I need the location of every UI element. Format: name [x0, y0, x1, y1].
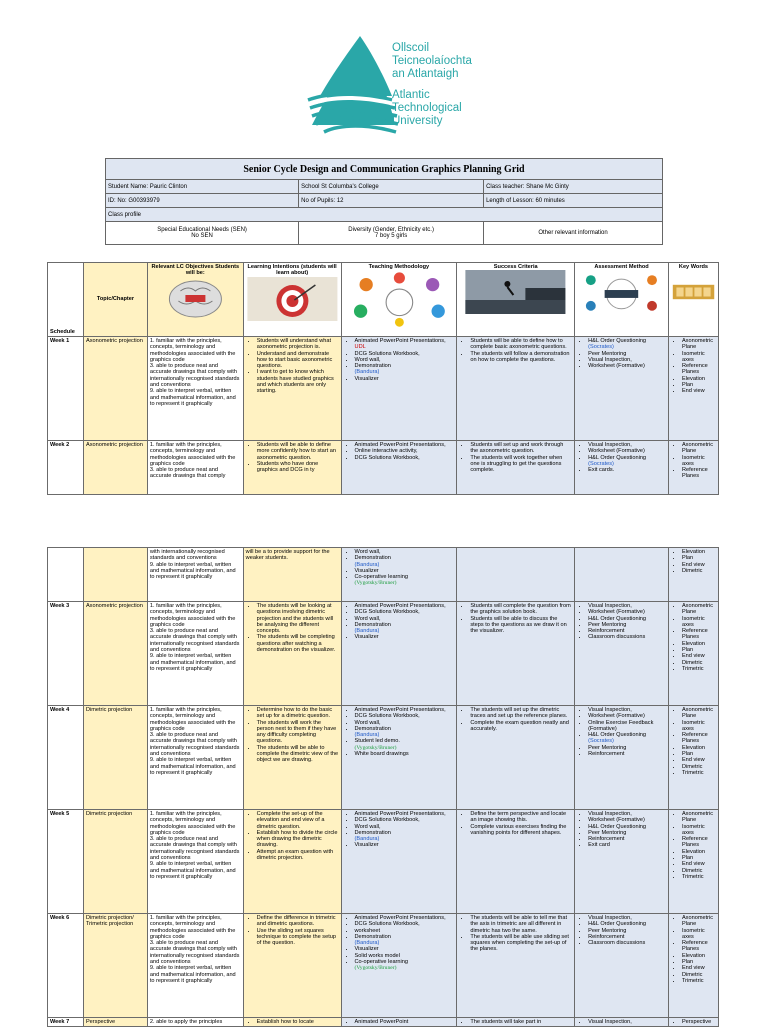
- success-cell: • The students will set up the dimetric traces and set up the reference planes. • Complete the exam question neatly and accurately.: [457, 706, 575, 810]
- class-teacher: Class teacher: Shane Mc Ginty: [484, 180, 663, 194]
- table-row: [48, 441, 719, 495]
- keywords-cell: • Axonometric Plane • Isometric axes • Reference Planes • Elevation • Plan • End view • Dimetric • Trimetric: [668, 810, 718, 914]
- table-row: [48, 548, 719, 602]
- intentions-cell: • The students will be looking at questions involving dimetric projection and the students will be analysing the different concepts. • The students will be completing questions after watching a demonstration on the visualizer.: [243, 602, 341, 706]
- school-name: School St Columba's College: [299, 180, 484, 194]
- schedule-header: Schedule: [48, 263, 84, 337]
- topic-cell: Axonometric projection: [83, 602, 147, 706]
- success-header: Success Criteria: [457, 263, 575, 337]
- logo-text: Ollscoil Teicneolaíochta an Atlantaigh Atlantic Technological University: [392, 42, 472, 127]
- topic-cell: [83, 548, 147, 602]
- student-name: Student Name: Pauric Clinton: [106, 180, 299, 194]
- objectives-header: Relevant LC Objectives Students will be:: [147, 263, 243, 337]
- week-label: Week 6: [48, 914, 84, 1018]
- success-cell: • Students will be able to define how to complete basic axonometric questions. • The students will follow a demonstration on how to complete the questions.: [457, 337, 575, 441]
- planning-table-1: [47, 262, 719, 495]
- keywords-cell: • Perspective: [668, 1018, 718, 1027]
- assessment-cell: • Visual Inspection, • Worksheet (Formative) • Online Exercise Feedback (Formative) • H&L Order Questioning (Socrates) • Peer Mentoring • Reinforcement: [575, 706, 669, 810]
- planning-table-2: [47, 547, 719, 1027]
- keywords-cell: • Axonometric Plane • Isometric axes • Reference Planes • Elevation • Plan • End view • Dimetric • Trimetric: [668, 602, 718, 706]
- topic-cell: Dimetric projection: [83, 706, 147, 810]
- success-icon: [459, 270, 572, 314]
- pupil-count: No of Pupils: 12: [299, 194, 484, 208]
- methodology-cell: • Animated PowerPoint Presentations, • DCG Solutions Workbook, • worksheet • Demonstration (Bandura) • Visualizer • Solid works model • Co-operative learning (Vygotsky/Bruner): [341, 914, 457, 1018]
- topic-cell: Perspective: [83, 1018, 147, 1027]
- week-label: Week 3: [48, 602, 84, 706]
- assessment-cell: • Visual Inspection, • Worksheet (Formative) • H&L Order Questioning (Socrates) • Exit cards.: [575, 441, 669, 495]
- assessment-icon: [577, 270, 666, 314]
- table-row: [48, 602, 719, 706]
- table-row: [48, 1018, 719, 1027]
- topic-header: Topic/Chapter: [83, 263, 147, 337]
- methodology-cell: • Animated PowerPoint: [341, 1018, 457, 1027]
- methodology-header: Teaching Methodology: [341, 263, 457, 337]
- intentions-header: Learning Intentions (students will learn about): [243, 263, 341, 337]
- topic-cell: Axonometric projection: [83, 337, 147, 441]
- topic-cell: Dimetric projection: [83, 810, 147, 914]
- methodology-cell: • Animated PowerPoint Presentations, • Online interactive activity, • DCG Solutions Workbook,: [341, 441, 457, 495]
- keywords-header: Key Words: [668, 263, 718, 337]
- brain-icon: [150, 277, 241, 321]
- assessment-cell: • Visual Inspection,: [575, 1018, 669, 1027]
- assessment-cell: • Visual Inspection, • Worksheet (Formative) • H&L Order Questioning • Peer Mentoring • Reinforcement • Exit card: [575, 810, 669, 914]
- week-label: [48, 548, 84, 602]
- objectives-cell: 1. familiar with the principles, concepts, terminology and methodologies associated with the graphics code 3. able to produce neat and accurate drawings that comply with internationally recognised standards and conventions 9. able to interpret verbal, written and mathematical information, and to represent it graphically: [147, 914, 243, 1018]
- class-profile-label: Class profile: [106, 208, 663, 222]
- success-cell: • The students will take part in: [457, 1018, 575, 1027]
- objectives-cell: 1. familiar with the principles, concepts, terminology and methodologies associated with the graphics code 3. able to produce neat and accurate drawings that comply with internationally recognised standards and conventions 9. able to interpret verbal, written and mathematical information, and to represent it graphically: [147, 337, 243, 441]
- intentions-cell: • Complete the set-up of the elevation and end view of a dimetric question. • Establish how to divide the circle when drawing the dimetric drawing. • Attempt an exam question with dimetric projection.: [243, 810, 341, 914]
- week-label: Week 7: [48, 1018, 84, 1027]
- methodology-cell: • Animated PowerPoint Presentations, • DCG Solutions Workbook, • Word wall, • Demonstration (Bandura) • Visualizer: [341, 602, 457, 706]
- diversity-cell: Diversity (Gender, Ethnicity etc.) 7 boy 5 girls: [299, 222, 484, 245]
- intentions-cell: • Determine how to do the basic set up for a dimetric question. • The students will work the person next to them if they have any difficulty completing questions. • The students will be able to complete the dimetric view of the object we are drawing.: [243, 706, 341, 810]
- table-row: [48, 706, 719, 810]
- table-row: [48, 337, 719, 441]
- student-id: ID: No: G00393979: [106, 194, 299, 208]
- intentions-cell: • Define the difference in trimetric and dimetric questions. • Use the sliding set squares technique to complete the setup of the question.: [243, 914, 341, 1018]
- week-label: Week 1: [48, 337, 84, 441]
- topic-cell: Dimetric projection/ Trimetric projection: [83, 914, 147, 1018]
- methodology-cell: • Animated PowerPoint Presentations, UDL • DCG Solutions Workbook, • Word wall, • Demonstration (Bandura) • Visualizer: [341, 337, 457, 441]
- keywords-cell: • Axonometric Plane • Isometric axes • Reference Planes • Elevation • Plan • End view • Dimetric • Trimetric: [668, 706, 718, 810]
- assessment-cell: • Visual Inspection, • H&L Order Questioning • Peer Mentoring • Reinforcement • Classroom discussions: [575, 914, 669, 1018]
- intentions-cell: • Establish how to locate: [243, 1018, 341, 1027]
- methodology-cell: • Animated PowerPoint Presentations, • DCG Solutions Workbook, • Word wall, • Demonstration (Bandura) • Visualizer: [341, 810, 457, 914]
- header-grid: [105, 158, 663, 245]
- keywords-cell: • Axonometric Plane • Isometric axes • Reference Planes • Elevation • Plan • End view: [668, 337, 718, 441]
- intentions-cell: will be a to provide support for the weaker students.: [243, 548, 341, 602]
- other-info-cell: Other relevant information: [484, 222, 663, 245]
- sen-cell: Special Educational Needs (SEN) No SEN: [106, 222, 299, 245]
- week-label: Week 5: [48, 810, 84, 914]
- objectives-cell: with internationally recognised standards and conventions 9. able to interpret verbal, written and mathematical information, and to represent it graphically: [147, 548, 243, 602]
- intentions-cell: • Students will be able to define more confidently how to start an axonometric question. • Students who have done graphics and DCG in ty: [243, 441, 341, 495]
- intentions-cell: • Students will understand what axonometric projection is. • Understand and demonstrate how to start basic axonometric questions. • I want to get to know which students have studied graphics and which students are only starting.: [243, 337, 341, 441]
- target-icon: [246, 277, 339, 321]
- keywords-icon: [671, 270, 716, 314]
- page-break: [0, 525, 768, 543]
- keywords-cell: • Elevation • Plan • End view • Dimetric: [668, 548, 718, 602]
- week-label: Week 4: [48, 706, 84, 810]
- methodology-cell: • Animated PowerPoint Presentations, • DCG Solutions Workbook, • Word wall, • Demonstration (Bandura) • Student led demo. (Vygotsky/Bruner) • White board drawings: [341, 706, 457, 810]
- methodology-icon: [344, 270, 455, 328]
- objectives-cell: 1. familiar with the principles, concepts, terminology and methodologies associated with the graphics code 3. able to produce neat and accurate drawings that comply with internationally recognised standards and conventions 9. able to interpret verbal, written and mathematical information, and to represent it graphically: [147, 810, 243, 914]
- objectives-cell: 2. able to apply the principles: [147, 1018, 243, 1027]
- success-cell: • The students will be able to tell me that the axis in trimetric are all different in dimetric has two the same. • The students will be able use sliding set squares when completing the set-up of the planes.: [457, 914, 575, 1018]
- assessment-header: Assessment Method: [575, 263, 669, 337]
- assessment-cell: • H&L Order Questioning (Socrates) • Peer Mentoring • Visual Inspection, • Worksheet (Formative): [575, 337, 669, 441]
- table-row: [48, 914, 719, 1018]
- assessment-cell: [575, 548, 669, 602]
- grid-title: Senior Cycle Design and Communication Graphics Planning Grid: [106, 159, 663, 180]
- objectives-cell: 1. familiar with the principles, concepts, terminology and methodologies associated with the graphics code 3. able to produce neat and accurate drawings that comply with internationally recognised standards and conventions 9. able to interpret verbal, written and mathematical information, and to represent it graphically: [147, 706, 243, 810]
- keywords-cell: • Axonometric Plane • Isometric axes • Reference Planes: [668, 441, 718, 495]
- success-cell: [457, 548, 575, 602]
- assessment-cell: • Visual Inspection, • Worksheet (Formative) • H&L Order Questioning • Peer Mentoring • Reinforcement • Classroom discussions: [575, 602, 669, 706]
- methodology-cell: • Word wall, • Demonstration (Bandura) • Visualizer • Co-operative learning (Vygotsky/Bruner): [341, 548, 457, 602]
- page-2: [0, 543, 768, 1024]
- objectives-cell: 1. familiar with the principles, concepts, terminology and methodologies associated with the graphics code 3. able to produce neat and accurate drawings that comply: [147, 441, 243, 495]
- topic-cell: Axonometric projection: [83, 441, 147, 495]
- keywords-cell: • Axonometric Plane • Isometric axes • Reference Planes • Elevation • Plan • End view • Dimetric • Trimetric: [668, 914, 718, 1018]
- table-row: [48, 810, 719, 914]
- lesson-length: Length of Lesson: 60 minutes: [484, 194, 663, 208]
- objectives-cell: 1. familiar with the principles, concepts, terminology and methodologies associated with the graphics code 3. able to produce neat and accurate drawings that comply with internationally recognised standards and conventions 9. able to interpret verbal, written and mathematical information, and to represent it graphically: [147, 602, 243, 706]
- week-label: Week 2: [48, 441, 84, 495]
- success-cell: • Students will set up and work through the axonometric question. • The students will work together when one is struggling to get the questions complete.: [457, 441, 575, 495]
- success-cell: • Define the term perspective and locate an image showing this. • Complete various exercises finding the vanishing points for different shapes.: [457, 810, 575, 914]
- success-cell: • Students will complete the question from the graphics solution book. • Students will be able to discuss the steps to the questions as we draw it on the visualizer.: [457, 602, 575, 706]
